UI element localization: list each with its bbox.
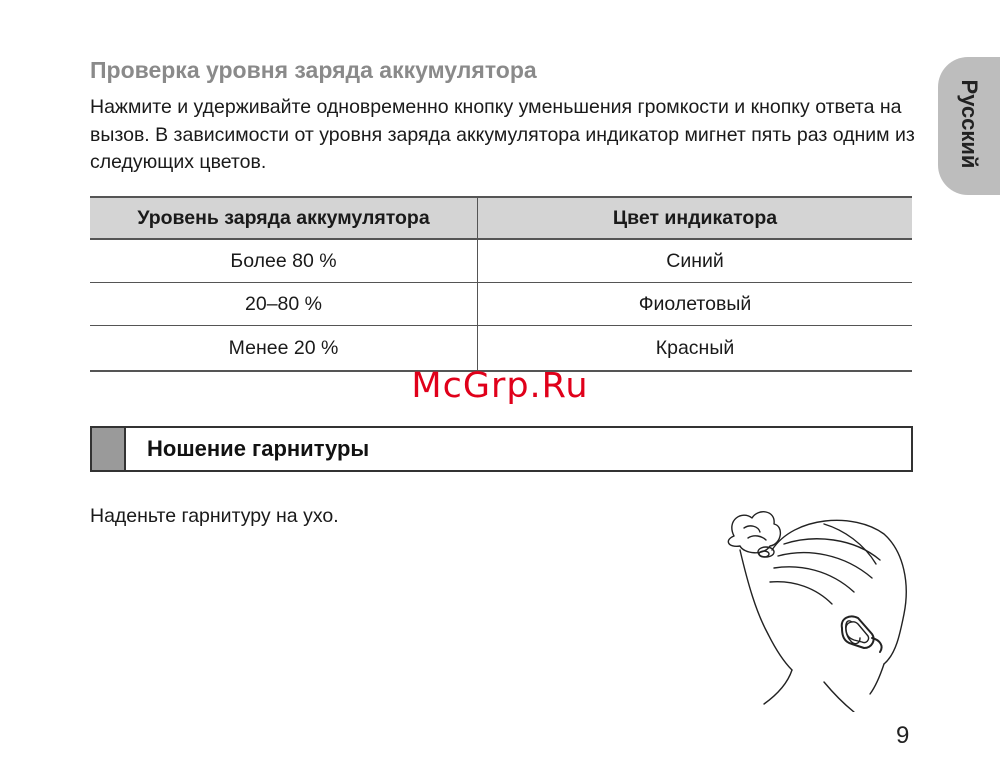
watermark: McGrp.Ru (411, 366, 589, 406)
column-header-battery-level: Уровень заряда аккумулятора (90, 197, 478, 239)
language-tab-label: Русский (957, 79, 982, 169)
section-heading-wearing-headset: Ношение гарнитуры (147, 436, 370, 461)
column-header-indicator-color: Цвет индикатора (478, 197, 913, 239)
headset-wearing-illustration (704, 504, 914, 712)
table-row (90, 326, 912, 372)
table-header-row (90, 197, 912, 239)
indicator-color-cell: Синий (478, 239, 913, 283)
table-row (90, 239, 912, 283)
table-row (90, 283, 912, 326)
section-heading-battery-check: Проверка уровня заряда аккумулятора (90, 57, 537, 83)
battery-level-cell: Более 80 % (90, 239, 478, 283)
page-number: 9 (896, 722, 910, 749)
wear-headset-instruction: Наденьте гарнитуру на ухо. (90, 505, 339, 527)
battery-level-table (90, 196, 912, 372)
section-bar-accent (92, 428, 126, 470)
battery-check-instructions: Нажмите и удерживайте одновременно кнопку уменьшения громкости и кнопку ответа на вызов. В зависимости от уровня заряда аккумулятора индикатор мигнет пять раз одним из следующих цветов. (90, 96, 915, 173)
indicator-color-cell: Красный (478, 326, 913, 372)
section-header-bar (90, 426, 913, 472)
battery-level-cell: 20–80 % (90, 283, 478, 326)
battery-level-cell: Менее 20 % (90, 326, 478, 372)
indicator-color-cell: Фиолетовый (478, 283, 913, 326)
